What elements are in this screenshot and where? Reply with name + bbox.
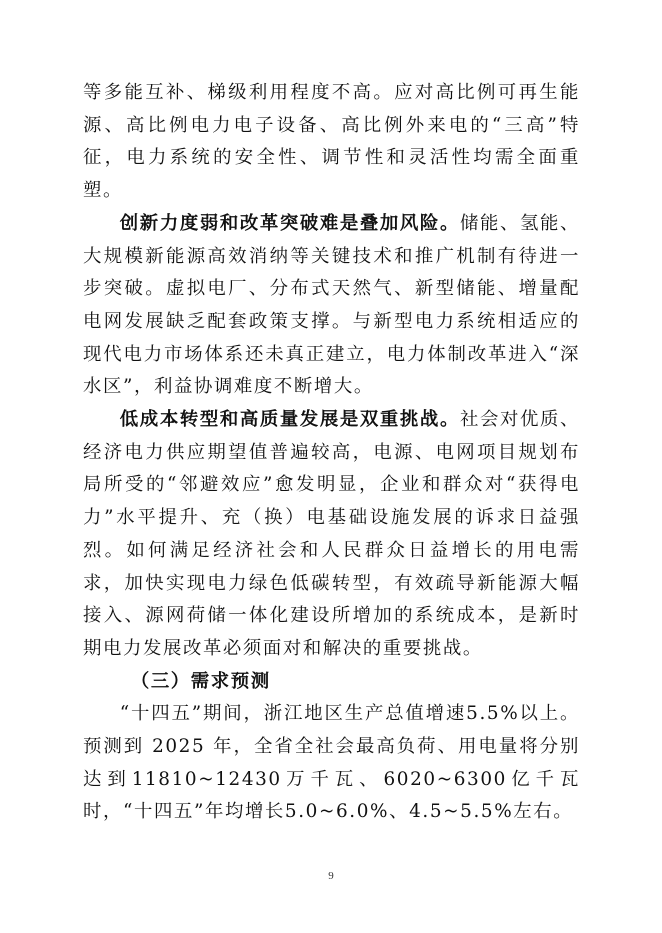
bold-lead-innovation: 创新力度弱和改革突破难是叠加风险。: [119, 212, 460, 234]
page-number: 9: [328, 870, 334, 882]
paragraph-innovation-reform: [83, 208, 580, 404]
section-heading-demand-forecast: （三）需求预测: [130, 670, 271, 692]
paragraph-continuation: 等多能互补、梯级利用程度不高。应对高比例可再生能源、高比例电力电子设备、高比例外来电的“三高”特征，电力系统的安全性、调节性和灵活性均需全面重塑。: [83, 82, 580, 202]
paragraph-body-low-cost: 社会对优质、经济电力供应期望值普遍较高，电源、电网项目规划布局所受的“邻避效应”愈发明显，企业和群众对“获得电力”水平提升、充（换）电基础设施发展的诉求日益强烈。如何满足经济社会和人民群众日益增长的用电需求，加快实现电力绿色低碳转型，有效疏导新能源大幅接入、源网荷储一体化建设所增加的系统成本，是新时期电力发展改革必须面对和解决的重要挑战。: [83, 409, 580, 659]
paragraph-low-cost-transition: [83, 404, 580, 666]
paragraph-body-innovation: 储能、氢能、大规模新能源高效消纳等关键技术和推广机制有待进一步突破。虚拟电厂、分布式天然气、新型储能、增量配电网发展缺乏配套政策支撑。与新型电力系统相适应的现代电力市场体系还未真正建立，电力体制改革进入“深水区”，利益协调难度不断增大。: [83, 212, 580, 398]
body-text: [83, 77, 580, 829]
bold-lead-low-cost: 低成本转型和高质量发展是双重挑战。: [119, 409, 460, 431]
paragraph-demand-forecast: “十四五”期间，浙江地区生产总值增速5.5%以上。预测到 2025 年，全省全社会最高负荷、用电量将分别达到11810~12430万千瓦、6020~6300亿千瓦时，“十四五”年均增长5.0~6.0%、4.5~5.5%左右。: [83, 703, 580, 823]
